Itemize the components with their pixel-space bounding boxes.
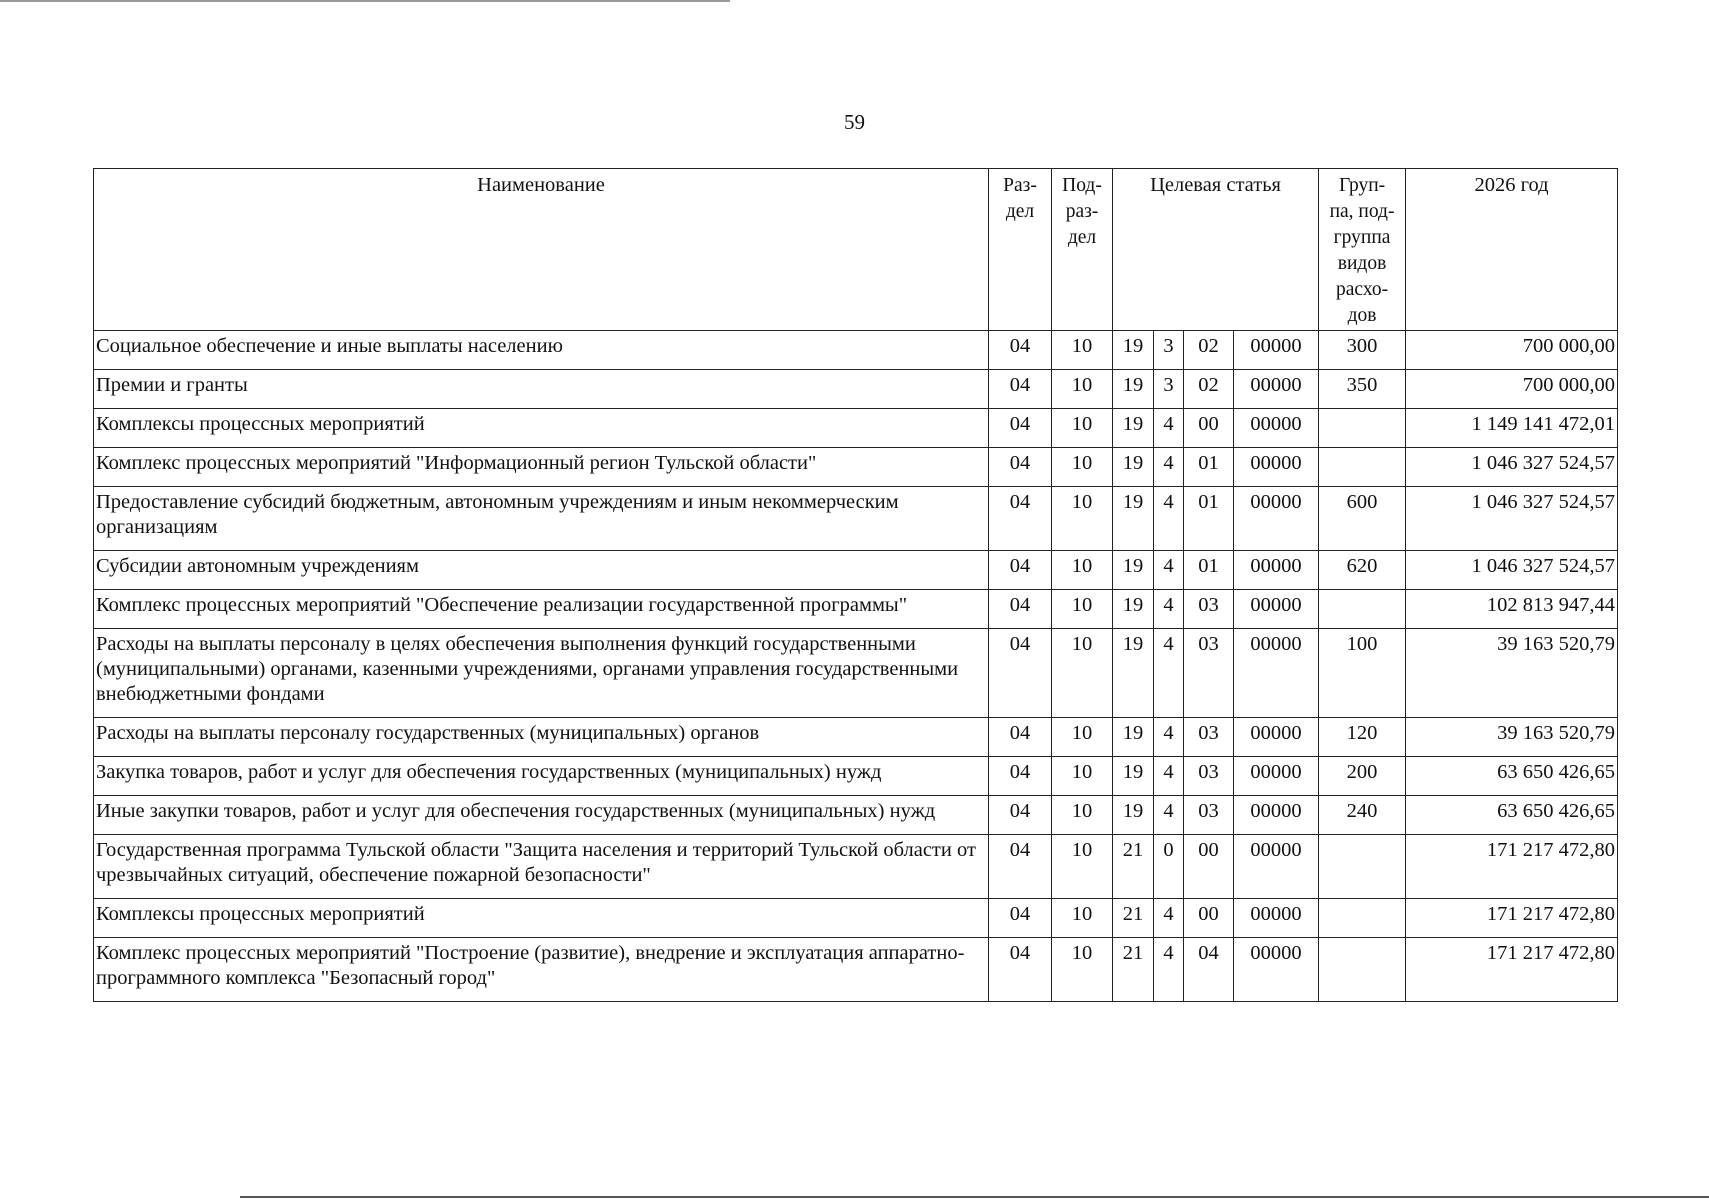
target-article-direction-cell: 00000: [1234, 796, 1319, 835]
podrazdel-cell: 10: [1052, 590, 1113, 629]
target-article-direction-cell: 00000: [1234, 370, 1319, 409]
row-name-cell: Социальное обеспечение и иные выплаты населению: [94, 331, 989, 370]
razdel-cell: 04: [989, 551, 1052, 590]
target-article-subprogram-cell: 03: [1184, 629, 1234, 718]
row-name-cell: Государственная программа Тульской области "Защита населения и территорий Тульской области от чрезвычайных ситуаций, обеспечение пожарной безопасности": [94, 835, 989, 899]
header-name: Наименование: [94, 169, 989, 331]
razdel-cell: 04: [989, 409, 1052, 448]
table-row: [94, 718, 1618, 757]
table-row: [94, 938, 1618, 1002]
target-article-type-cell: 4: [1154, 487, 1184, 551]
podrazdel-cell: 10: [1052, 331, 1113, 370]
target-article-type-cell: 4: [1154, 796, 1184, 835]
scan-edge-top: [0, 0, 730, 2]
target-article-direction-cell: 00000: [1234, 487, 1319, 551]
target-article-program-cell: 21: [1113, 899, 1154, 938]
table-row: [94, 551, 1618, 590]
amount-cell: 39 163 520,79: [1406, 718, 1618, 757]
razdel-cell: 04: [989, 370, 1052, 409]
razdel-cell: 04: [989, 796, 1052, 835]
target-article-subprogram-cell: 01: [1184, 487, 1234, 551]
podrazdel-cell: 10: [1052, 835, 1113, 899]
target-article-subprogram-cell: 02: [1184, 370, 1234, 409]
table-row: [94, 331, 1618, 370]
target-article-type-cell: 4: [1154, 551, 1184, 590]
amount-cell: 63 650 426,65: [1406, 757, 1618, 796]
target-article-direction-cell: 00000: [1234, 757, 1319, 796]
podrazdel-cell: 10: [1052, 629, 1113, 718]
target-article-program-cell: 19: [1113, 551, 1154, 590]
target-article-subprogram-cell: 00: [1184, 409, 1234, 448]
amount-cell: 171 217 472,80: [1406, 899, 1618, 938]
expense-group-cell: [1319, 448, 1406, 487]
table-row: [94, 487, 1618, 551]
header-expense-group: Груп- па, под- группа видов расхо- дов: [1319, 169, 1406, 331]
amount-cell: 1 046 327 524,57: [1406, 551, 1618, 590]
expense-group-cell: [1319, 835, 1406, 899]
target-article-subprogram-cell: 03: [1184, 796, 1234, 835]
row-name-cell: Комплекс процессных мероприятий "Информационный регион Тульской области": [94, 448, 989, 487]
header-year: 2026 год: [1406, 169, 1618, 331]
page-number: 59: [844, 110, 865, 134]
amount-cell: 63 650 426,65: [1406, 796, 1618, 835]
header-razdel: Раз- дел: [989, 169, 1052, 331]
expense-group-cell: [1319, 938, 1406, 1002]
header-target-article: Целевая статья: [1113, 169, 1319, 331]
amount-cell: 171 217 472,80: [1406, 835, 1618, 899]
target-article-subprogram-cell: 04: [1184, 938, 1234, 1002]
target-article-type-cell: 4: [1154, 409, 1184, 448]
razdel-cell: 04: [989, 448, 1052, 487]
expense-group-cell: 350: [1319, 370, 1406, 409]
expense-group-cell: 600: [1319, 487, 1406, 551]
expense-group-cell: 120: [1319, 718, 1406, 757]
target-article-program-cell: 19: [1113, 590, 1154, 629]
row-name-cell: Премии и гранты: [94, 370, 989, 409]
target-article-program-cell: 19: [1113, 796, 1154, 835]
row-name-cell: Предоставление субсидий бюджетным, автономным учреждениям и иным некоммерческим организациям: [94, 487, 989, 551]
target-article-direction-cell: 00000: [1234, 331, 1319, 370]
target-article-type-cell: 0: [1154, 835, 1184, 899]
razdel-cell: 04: [989, 331, 1052, 370]
table-row: [94, 448, 1618, 487]
target-article-type-cell: 4: [1154, 938, 1184, 1002]
row-name-cell: Закупка товаров, работ и услуг для обеспечения государственных (муниципальных) нужд: [94, 757, 989, 796]
budget-table: [93, 168, 1618, 1002]
expense-group-cell: 240: [1319, 796, 1406, 835]
expense-group-cell: [1319, 899, 1406, 938]
podrazdel-cell: 10: [1052, 487, 1113, 551]
expense-group-cell: 200: [1319, 757, 1406, 796]
row-name-cell: Расходы на выплаты персоналу в целях обеспечения выполнения функций государственными (муниципальными) органами, казенными учреждениями, органами управления государственными внебюджетными фондами: [94, 629, 989, 718]
amount-cell: 700 000,00: [1406, 370, 1618, 409]
target-article-program-cell: 19: [1113, 448, 1154, 487]
amount-cell: 39 163 520,79: [1406, 629, 1618, 718]
target-article-type-cell: 4: [1154, 899, 1184, 938]
amount-cell: 1 046 327 524,57: [1406, 487, 1618, 551]
podrazdel-cell: 10: [1052, 757, 1113, 796]
target-article-subprogram-cell: 01: [1184, 448, 1234, 487]
target-article-program-cell: 19: [1113, 718, 1154, 757]
target-article-direction-cell: 00000: [1234, 590, 1319, 629]
target-article-direction-cell: 00000: [1234, 409, 1319, 448]
target-article-type-cell: 4: [1154, 448, 1184, 487]
target-article-program-cell: 19: [1113, 331, 1154, 370]
target-article-type-cell: 4: [1154, 590, 1184, 629]
table-body: [94, 331, 1618, 1002]
target-article-subprogram-cell: 02: [1184, 331, 1234, 370]
row-name-cell: Иные закупки товаров, работ и услуг для обеспечения государственных (муниципальных) нужд: [94, 796, 989, 835]
row-name-cell: Расходы на выплаты персоналу государственных (муниципальных) органов: [94, 718, 989, 757]
amount-cell: 171 217 472,80: [1406, 938, 1618, 1002]
podrazdel-cell: 10: [1052, 718, 1113, 757]
expense-group-cell: 300: [1319, 331, 1406, 370]
scan-edge-bottom: [240, 1196, 1709, 1198]
row-name-cell: Комплекс процессных мероприятий "Обеспечение реализации государственной программы": [94, 590, 989, 629]
target-article-direction-cell: 00000: [1234, 551, 1319, 590]
target-article-program-cell: 21: [1113, 835, 1154, 899]
target-article-type-cell: 4: [1154, 757, 1184, 796]
amount-cell: 102 813 947,44: [1406, 590, 1618, 629]
amount-cell: 1 046 327 524,57: [1406, 448, 1618, 487]
target-article-type-cell: 4: [1154, 629, 1184, 718]
target-article-subprogram-cell: 00: [1184, 835, 1234, 899]
target-article-subprogram-cell: 01: [1184, 551, 1234, 590]
table-row: [94, 629, 1618, 718]
expense-group-cell: 100: [1319, 629, 1406, 718]
podrazdel-cell: 10: [1052, 448, 1113, 487]
razdel-cell: 04: [989, 590, 1052, 629]
podrazdel-cell: 10: [1052, 409, 1113, 448]
target-article-direction-cell: 00000: [1234, 938, 1319, 1002]
target-article-program-cell: 19: [1113, 370, 1154, 409]
target-article-subprogram-cell: 03: [1184, 590, 1234, 629]
target-article-program-cell: 19: [1113, 757, 1154, 796]
expense-group-cell: 620: [1319, 551, 1406, 590]
row-name-cell: Комплекс процессных мероприятий "Построение (развитие), внедрение и эксплуатация аппаратно-программного комплекса "Безопасный город": [94, 938, 989, 1002]
podrazdel-cell: 10: [1052, 551, 1113, 590]
razdel-cell: 04: [989, 757, 1052, 796]
target-article-type-cell: 3: [1154, 370, 1184, 409]
table-header: [94, 169, 1618, 331]
target-article-direction-cell: 00000: [1234, 718, 1319, 757]
table-row: [94, 370, 1618, 409]
table-row: [94, 409, 1618, 448]
razdel-cell: 04: [989, 899, 1052, 938]
table-row: [94, 757, 1618, 796]
razdel-cell: 04: [989, 938, 1052, 1002]
target-article-subprogram-cell: 03: [1184, 757, 1234, 796]
podrazdel-cell: 10: [1052, 796, 1113, 835]
expense-group-cell: [1319, 409, 1406, 448]
target-article-direction-cell: 00000: [1234, 448, 1319, 487]
podrazdel-cell: 10: [1052, 938, 1113, 1002]
razdel-cell: 04: [989, 718, 1052, 757]
amount-cell: 700 000,00: [1406, 331, 1618, 370]
target-article-type-cell: 4: [1154, 718, 1184, 757]
target-article-type-cell: 3: [1154, 331, 1184, 370]
razdel-cell: 04: [989, 835, 1052, 899]
target-article-direction-cell: 00000: [1234, 629, 1319, 718]
table-row: [94, 590, 1618, 629]
target-article-direction-cell: 00000: [1234, 899, 1319, 938]
target-article-program-cell: 19: [1113, 409, 1154, 448]
expense-group-cell: [1319, 590, 1406, 629]
podrazdel-cell: 10: [1052, 899, 1113, 938]
amount-cell: 1 149 141 472,01: [1406, 409, 1618, 448]
razdel-cell: 04: [989, 629, 1052, 718]
target-article-direction-cell: 00000: [1234, 835, 1319, 899]
target-article-program-cell: 19: [1113, 629, 1154, 718]
row-name-cell: Субсидии автономным учреждениям: [94, 551, 989, 590]
target-article-program-cell: 19: [1113, 487, 1154, 551]
header-podrazdel: Под- раз- дел: [1052, 169, 1113, 331]
table-row: [94, 796, 1618, 835]
row-name-cell: Комплексы процессных мероприятий: [94, 409, 989, 448]
razdel-cell: 04: [989, 487, 1052, 551]
table-row: [94, 835, 1618, 899]
table-row: [94, 899, 1618, 938]
podrazdel-cell: 10: [1052, 370, 1113, 409]
target-article-subprogram-cell: 00: [1184, 899, 1234, 938]
target-article-program-cell: 21: [1113, 938, 1154, 1002]
target-article-subprogram-cell: 03: [1184, 718, 1234, 757]
row-name-cell: Комплексы процессных мероприятий: [94, 899, 989, 938]
